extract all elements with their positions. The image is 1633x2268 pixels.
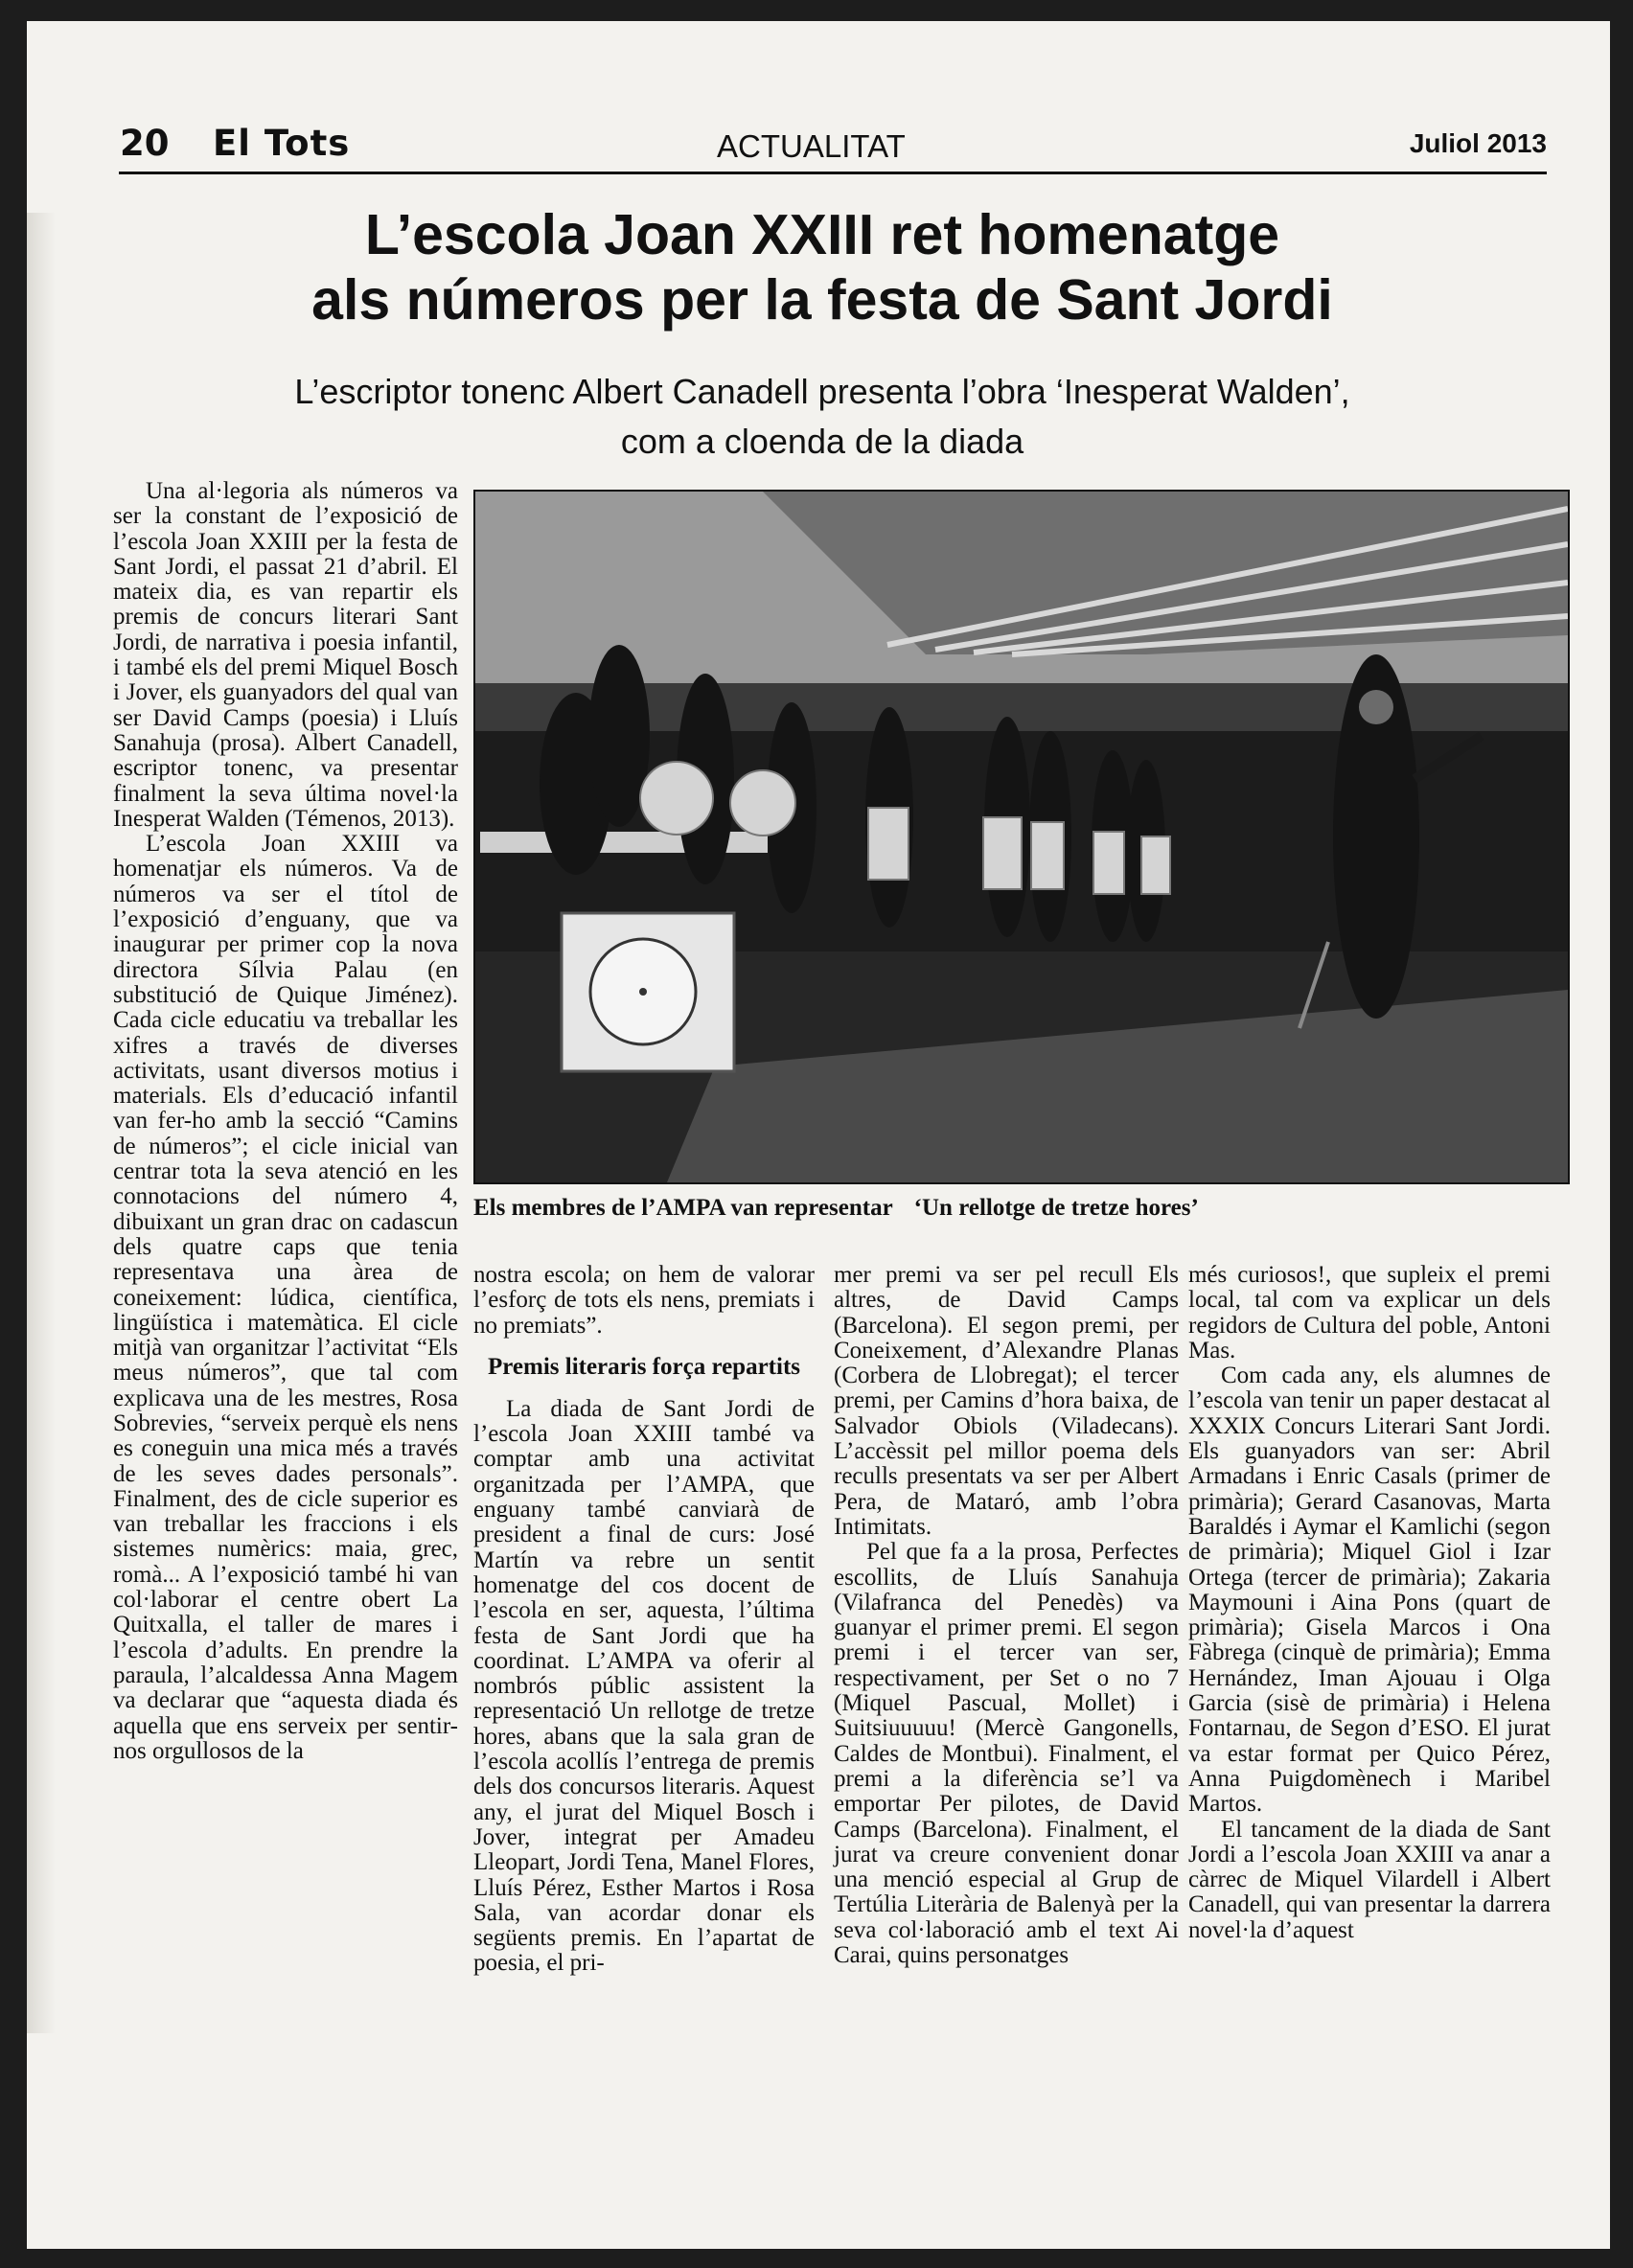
column-3-lead: mer premi va ser pel recull Els altres, de David Camps (Barcelona). El segon premi, per Coneixement, d’Alexandre Planas (Corbera de Llobregat); el tercer premi, per Camins d’hora baixa, de Salvador Obiols (Viladecans). L’accèssit pel millor poema dels reculls presentats va ser per Albert Pera, de Mataró, amb l’obra Intimitats. xyxy=(834,1262,1179,1540)
column-2-lead: nostra escola; on hem de valorar l’esforç de tots els nens, premiats i no premiats”. xyxy=(473,1262,815,1339)
column-4-paragraph-1: Com cada any, els alumnes de l’escola van tenir un paper destacat al XXXIX Concurs Literari Sant Jordi. Els guanyadors van ser: Abril Armadans i Enric Casals (primer de primària); Gerard Casanovas, Marta Baraldés i Aymar el Kamlichi (segon de primària); Miquel Giol i Izar Ortega (tercer de primària); Zakaria Maymouni i Aina Pons (quart de primària); Gisela Marcos i Ona Fàbrega (cinquè de primària); Emma Hernández, Iman Ajouau i Olga Garcia (sisè de primària) i Helena Fontarnau, de Segon d’ESO. El jurat va estar format per Quico Pérez, Anna Puigdomènech i Maribel Martos. xyxy=(1188,1363,1551,1818)
headline-line-2: als números per la festa de Sant Jordi xyxy=(311,268,1333,332)
article-photo xyxy=(473,490,1570,1184)
article-column-4 xyxy=(1188,1263,1551,1943)
section-subheading: Premis literaris força repartits xyxy=(487,1353,801,1380)
newspaper-page xyxy=(27,21,1610,2249)
page-number: 20 xyxy=(120,123,170,164)
column-3-paragraph: Pel que fa a la prosa, Perfectes escollits, de Lluís Sanahuja (Vilafranca del Penedès) va guanyar el primer premi. El segon premi i el tercer van ser, respectivament, per Set o no 7 (Miquel Pascual, Mollet) i Suitsiuuuuu! (Mercè Gangonells, Caldes de Montbui). Finalment, el premi a la diferència se’l va emportar Per pilotes, de David Camps (Barcelona). Finalment, el jurat va creure convenient donar una menció especial al Grup de Tertúlia Literària de Balenyà per la seva col·laboració amb el text Ai Carai, quins personatges xyxy=(834,1539,1179,1969)
issue-date: Juliol 2013 xyxy=(1409,128,1547,158)
headline-line-1: L’escola Joan XXIII ret homenatge xyxy=(364,203,1280,266)
column-4-paragraph-2: El tancament de la diada de Sant Jordi a l’escola Joan XXIII va anar a càrrec de Miquel Vilardell i Albert Canadell, qui van presentar la darrera novel·la d’aquest xyxy=(1188,1816,1551,1943)
subheadline-line-2: com a cloenda de la diada xyxy=(620,422,1024,461)
article-column-2 xyxy=(473,1263,815,1977)
publication-name: El Tots xyxy=(213,123,351,164)
subheadline-line-1: L’escriptor tonenc Albert Canadell presenta l’obra ‘Inesperat Walden’, xyxy=(294,372,1350,411)
photo-caption-title: ‘Un rellotge de tretze hores’ xyxy=(913,1195,1199,1221)
header-rule xyxy=(119,172,1547,174)
column-4-lead: més curiosos!, que supleix el premi local, tal com va explicar un dels regidors de Cultura del poble, Antoni Mas. xyxy=(1188,1262,1551,1363)
photo-caption-text: Els membres de l’AMPA van representar xyxy=(473,1195,893,1221)
article-column-1 xyxy=(113,479,458,1764)
page-gutter-shadow xyxy=(27,213,56,2033)
article-column-3 xyxy=(834,1263,1179,1968)
column-1-paragraph-1: Una al·legoria als números va ser la constant de l’exposició de l’escola Joan XXIII per la festa de Sant Jordi, el passat 21 d’abril. El mateix dia, es van repartir els premis de concurs literari Sant Jordi, de narrativa i poesia infantil, i també els del premi Miquel Bosch i Jover, els guanyadors del qual van ser David Camps (poesia) i Lluís Sanahuja (prosa). Albert Canadell, escriptor tonenc, va presentar finalment la seva última novel·la Inesperat Walden (Témenos, 2013). xyxy=(113,478,458,832)
photo-caption xyxy=(473,1195,1336,1222)
column-2-paragraph: La diada de Sant Jordi de l’escola Joan XXIII també va comptar amb una activitat organitzada per l’AMPA, que enguany també canviarà de president a final de curs: José Martín va rebre un sentit homenatge del cos docent de l’escola en ser, aquesta, l’última festa de Sant Jordi que ha coordinat. L’AMPA va oferir al nombrós públic assistent la representació Un rellotge de tretze hores, abans que la sala gran de l’escola acollís l’entrega de premis dels dos concursos literaris. Aquest any, el jurat del Miquel Bosch i Jover, integrat per Amadeu Lleopart, Jordi Tena, Manel Flores, Lluís Pérez, Esther Martos i Rosa Sala, van acordar donar els següents premis. En l’apartat de poesia, el pri- xyxy=(473,1395,815,1977)
column-1-paragraph-2: L’escola Joan XXIII va homenatjar els números. Va de números va ser el títol de l’exposició d’enguany, que va inaugurar per primer cop la nova directora Sílvia Palau (en substitució de Quique Jiménez). Cada cicle educatiu va treballar les xifres a través de diverses activitats, usant diversos motius i materials. Els d’educació infantil van fer-ho amb la secció “Camins de números”; el cicle inicial van centrar tota la seva atenció en les connotacions del número 4, dibuixant un gran drac on cadascun dels quatre caps que tenia representava una àrea de coneixement: lúdica, científica, lingüística i matemàtica. El cicle mitjà van organitzar l’activitat “Els meus números”, que tal com explicava una de les mestres, Rosa Sobrevies, “serveix perquè els nens es coneguin una mica més a través de les seves dades personals”. Finalment, des de cicle superior es van treballar les fraccions i els sistemes numèrics: maia, grec, romà... A l’exposició també hi van col·laborar el centre obert La Quitxalla, el taller de mares i l’escola d’adults. En prendre la paraula, l’alcaldessa Anna Magem va declarar que “aquesta diada és aquella que ens serveix per sentir-nos orgullosos de la xyxy=(113,831,458,1764)
section-title: ACTUALITAT xyxy=(717,128,906,164)
stage-performance-photo xyxy=(475,492,1568,1182)
